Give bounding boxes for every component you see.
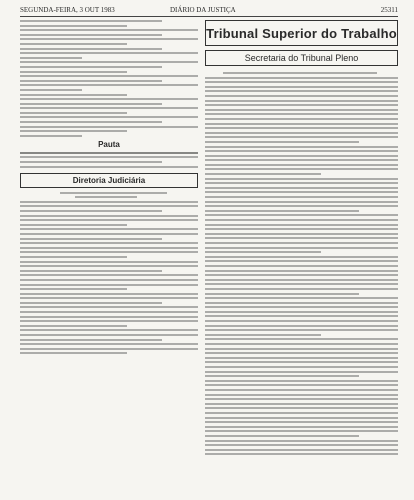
text-line (205, 311, 398, 313)
text-line (20, 161, 162, 163)
text-line (205, 187, 398, 189)
text-line (205, 224, 398, 226)
text-line (20, 325, 127, 327)
text-line (20, 274, 198, 276)
text-line (205, 384, 398, 386)
text-line (20, 242, 198, 244)
text-line (20, 98, 198, 100)
text-line (20, 94, 127, 96)
text-line (205, 81, 398, 83)
text-line (205, 412, 398, 414)
text-line (205, 320, 398, 322)
text-line (20, 126, 198, 128)
text-line (20, 89, 82, 91)
text-line (205, 315, 398, 317)
text-line (20, 302, 162, 304)
right-column (205, 20, 398, 490)
text-line (20, 293, 198, 295)
left-column (20, 20, 198, 490)
diretoria-judiciaria-title: Diretoria Judiciária (72, 175, 146, 185)
text-line (205, 398, 398, 400)
text-line (205, 201, 398, 203)
text-line (205, 306, 398, 308)
text-line (205, 293, 359, 295)
text-line (20, 352, 127, 354)
text-line (205, 228, 398, 230)
text-line (20, 297, 198, 299)
text-line (60, 192, 167, 194)
text-line (20, 247, 198, 249)
header-date: SEGUNDA-FEIRA, 3 OUT 1983 (20, 6, 115, 14)
text-line (20, 66, 162, 68)
text-line (205, 361, 398, 363)
text-line (205, 113, 398, 115)
text-line (205, 86, 398, 88)
text-line (205, 325, 398, 327)
text-line (20, 224, 127, 226)
pauta-heading: Pauta (98, 139, 120, 149)
text-line (20, 311, 198, 313)
text-line (205, 449, 398, 451)
text-line (205, 247, 398, 249)
text-line (205, 95, 398, 97)
text-line (205, 407, 398, 409)
text-line (20, 210, 162, 212)
text-line (205, 210, 359, 212)
text-line (20, 265, 198, 267)
text-line (205, 196, 398, 198)
text-line (20, 107, 198, 109)
text-line (205, 150, 398, 152)
text-line (205, 440, 398, 442)
text-line (205, 389, 398, 391)
text-line (20, 103, 162, 105)
text-line (205, 159, 398, 161)
text-line (205, 127, 398, 129)
text-line (205, 283, 398, 285)
text-line (20, 48, 162, 50)
text-line (20, 61, 198, 63)
text-line (75, 196, 137, 198)
text-line (20, 316, 198, 318)
text-line (205, 237, 398, 239)
text-line (20, 334, 198, 336)
text-line (205, 394, 398, 396)
text-line (205, 348, 398, 350)
text-line (205, 371, 398, 373)
text-line (20, 116, 198, 118)
text-line (205, 329, 398, 331)
text-line (205, 343, 398, 345)
text-line (205, 297, 398, 299)
text-line (20, 219, 198, 221)
text-line (20, 256, 127, 258)
text-line (205, 77, 398, 79)
text-line (205, 104, 398, 106)
text-line (20, 215, 198, 217)
text-line (205, 191, 398, 193)
text-line (205, 274, 398, 276)
text-line (20, 284, 198, 286)
text-line (205, 214, 398, 216)
text-line (205, 357, 398, 359)
text-line (205, 265, 398, 267)
text-line (20, 279, 198, 281)
text-line (20, 233, 198, 235)
secretaria-tribunal-pleno-title: Secretaria do Tribunal Pleno (244, 53, 359, 63)
text-line (20, 166, 198, 168)
text-line (20, 152, 198, 154)
text-line (20, 29, 198, 31)
text-line (20, 38, 198, 40)
text-line (20, 320, 198, 322)
text-line (205, 338, 398, 340)
text-line (205, 141, 359, 143)
text-line (205, 178, 398, 180)
text-line (20, 57, 82, 59)
text-line (205, 168, 398, 170)
text-line (205, 453, 398, 455)
text-line (205, 352, 398, 354)
text-line (20, 135, 82, 137)
text-line (205, 288, 398, 290)
text-line (205, 251, 321, 253)
text-line (205, 270, 398, 272)
text-line (20, 84, 198, 86)
text-line (20, 348, 198, 350)
text-line (205, 375, 359, 377)
text-line (20, 238, 162, 240)
tribunal-superior-trabalho-title: Tribunal Superior do Trabalho (206, 25, 397, 41)
secretaria-tribunal-pleno-box (205, 50, 398, 66)
text-line (205, 421, 398, 423)
text-line (20, 288, 127, 290)
text-line (20, 251, 198, 253)
text-line (20, 343, 198, 345)
text-line (205, 334, 321, 336)
text-line (20, 20, 162, 22)
text-line (205, 260, 398, 262)
text-line (205, 205, 398, 207)
text-line (205, 123, 398, 125)
text-line (20, 270, 162, 272)
text-line (205, 155, 398, 157)
text-line (205, 380, 398, 382)
text-line (205, 435, 359, 437)
text-line (205, 426, 398, 428)
text-line (205, 366, 398, 368)
text-line (20, 205, 198, 207)
text-line (20, 130, 127, 132)
text-line (20, 201, 198, 203)
text-line (20, 112, 127, 114)
tribunal-superior-trabalho-box (205, 20, 398, 46)
text-line (205, 417, 398, 419)
text-line (205, 118, 398, 120)
page-header (20, 6, 398, 17)
text-line (205, 136, 398, 138)
text-line (20, 52, 198, 54)
header-publication: DIÁRIO DA JUSTIÇA (170, 6, 236, 14)
text-line (20, 121, 162, 123)
text-line (205, 182, 398, 184)
text-line (223, 72, 377, 74)
text-line (205, 279, 398, 281)
text-line (20, 261, 198, 263)
text-line (20, 34, 162, 36)
text-line (205, 173, 321, 175)
header-page-number: 25311 (380, 6, 398, 14)
text-line (205, 242, 398, 244)
text-line (205, 302, 398, 304)
text-line (205, 430, 398, 432)
text-line (205, 164, 398, 166)
text-line (205, 132, 398, 134)
text-line (20, 339, 162, 341)
text-line (20, 329, 198, 331)
text-line (20, 43, 127, 45)
text-line (20, 156, 198, 158)
text-line (205, 146, 398, 148)
text-line (205, 100, 398, 102)
text-line (205, 256, 398, 258)
text-line (205, 109, 398, 111)
text-line (20, 80, 162, 82)
text-line (20, 25, 127, 27)
text-line (205, 403, 398, 405)
text-line (205, 444, 398, 446)
diretoria-judiciaria-box (20, 173, 198, 188)
text-line (20, 71, 127, 73)
text-line (20, 228, 198, 230)
text-line (205, 90, 398, 92)
text-line (205, 219, 398, 221)
text-line (20, 306, 198, 308)
text-line (205, 233, 398, 235)
text-line (20, 75, 198, 77)
